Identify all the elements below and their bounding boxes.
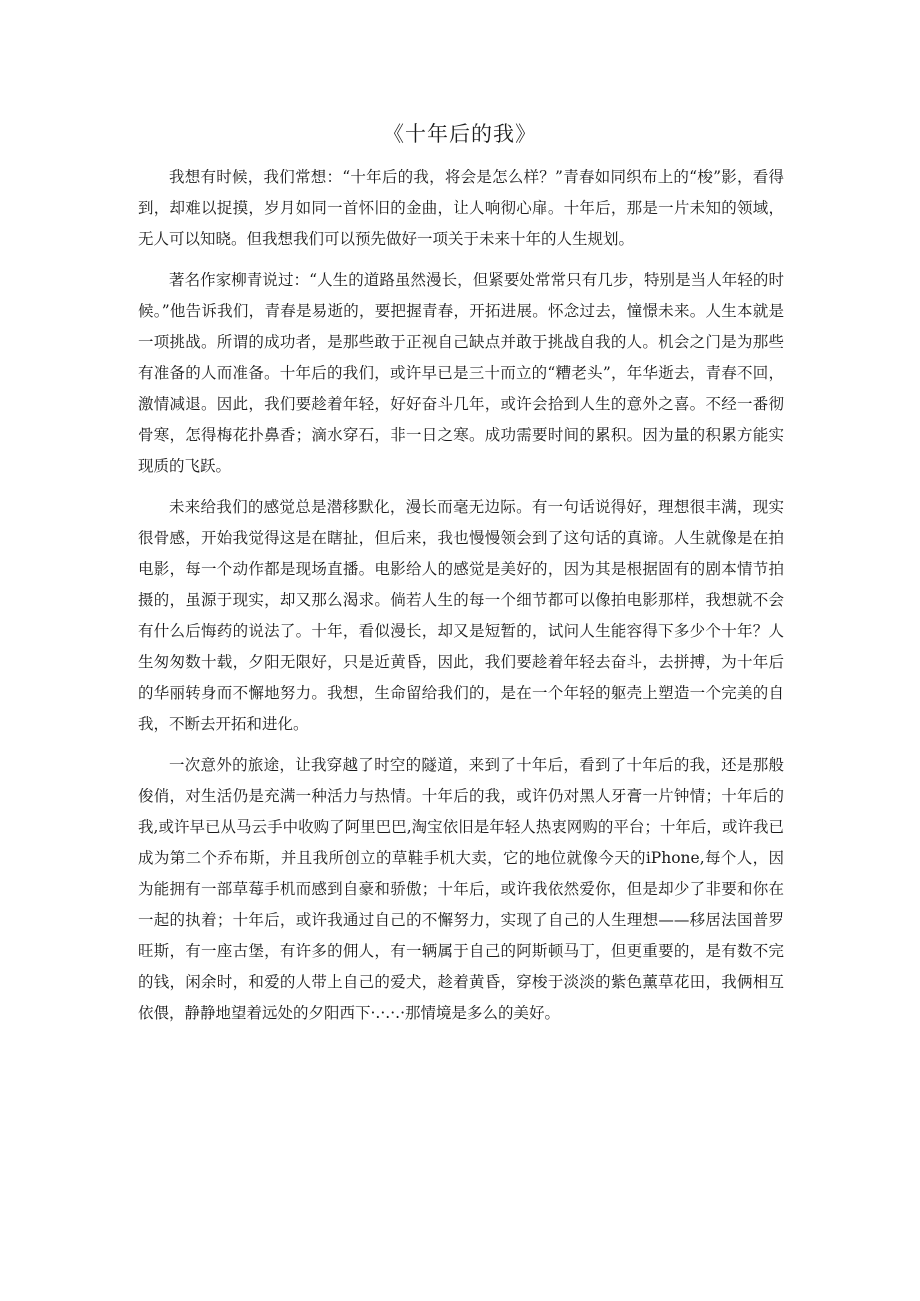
document-body xyxy=(138,162,784,1039)
document-title: 《十年后的我》 xyxy=(383,122,537,146)
paragraph-1: 我想有时候，我们常想：“十年后的我，将会是怎么样？”青春如同织布上的“梭”影，看得到，却难以捉摸，岁月如同一首怀旧的金曲，让人响彻心扉。十年后，那是一片未知的领域，无人可以知晓。但我想我们可以预先做好一项关于未来十年的人生规划。 xyxy=(138,168,784,248)
paragraph-4: 一次意外的旅途，让我穿越了时空的隧道，来到了十年后，看到了十年后的我，还是那般俊俏，对生活仍是充满一种活力与热情。十年后的我，或许仍对黑人牙膏一片钟情；十年后的我,或许早已从马云手中收购了阿里巴巴,淘宝依旧是年轻人热衷网购的平台；十年后，或许我已成为第二个乔布斯，并且我所创立的草鞋手机大卖，它的地位就像今天的iPhone,每个人，因为能拥有一部草莓手机而感到自豪和骄傲；十年后，或许我依然爱你，但是却少了非要和你在一起的执着；十年后，或许我通过自己的不懈努力，实现了自己的人生理想——移居法国普罗旺斯，有一座古堡，有许多的佣人，有一辆属于自己的阿斯顿马丁，但更重要的，是有数不完的钱，闲余时，和爱的人带上自己的爱犬，趁着黄昏，穿梭于淡淡的紫色薰草花田，我俩相互依偎，静静地望着远处的夕阳西下·.·.·.·那情境是多么的美好。 xyxy=(138,756,784,1022)
paragraph-3: 未来给我们的感觉总是潜移默化，漫长而毫无边际。有一句话说得好，理想很丰满，现实很骨感，开始我觉得这是在瞎扯，但后来，我也慢慢领会到了这句话的真谛。人生就像是在拍电影，每一个动作都是现场直播。电影给人的感觉是美好的，因为其是根据固有的剧本情节拍摄的，虽源于现实，却又那么渴求。倘若人生的每一个细节都可以像拍电影那样，我想就不会有什么后悔药的说法了。十年，看似漫长，却又是短暂的，试问人生能容得下多少个十年？人生匆匆数十载，夕阳无限好，只是近黄昏，因此，我们要趁着年轻去奋斗，去拼搏，为十年后的华丽转身而不懈地努力。我想，生命留给我们的，是在一个年轻的躯壳上塑造一个完美的自我，不断去开拓和进化。 xyxy=(138,498,784,733)
paragraph-2: 著名作家柳青说过：“人生的道路虽然漫长，但紧要处常常只有几步，特别是当人年轻的时候。”他告诉我们，青春是易逝的，要把握青春，开拓进展。怀念过去，憧憬未来。人生本就是一项挑战。所谓的成功者，是那些敢于正视自己缺点并敢于挑战自我的人。机会之门是为那些有准备的人而准备。十年后的我们，或许早已是三十而立的“糟老头”，年华逝去，青春不回，激情减退。因此，我们要趁着年轻，好好奋斗几年，或许会拾到人生的意外之喜。不经一番彻骨寒，怎得梅花扑鼻香；滴水穿石，非一日之寒。成功需要时间的累积。因为量的积累方能实现质的飞跃。 xyxy=(138,271,784,475)
